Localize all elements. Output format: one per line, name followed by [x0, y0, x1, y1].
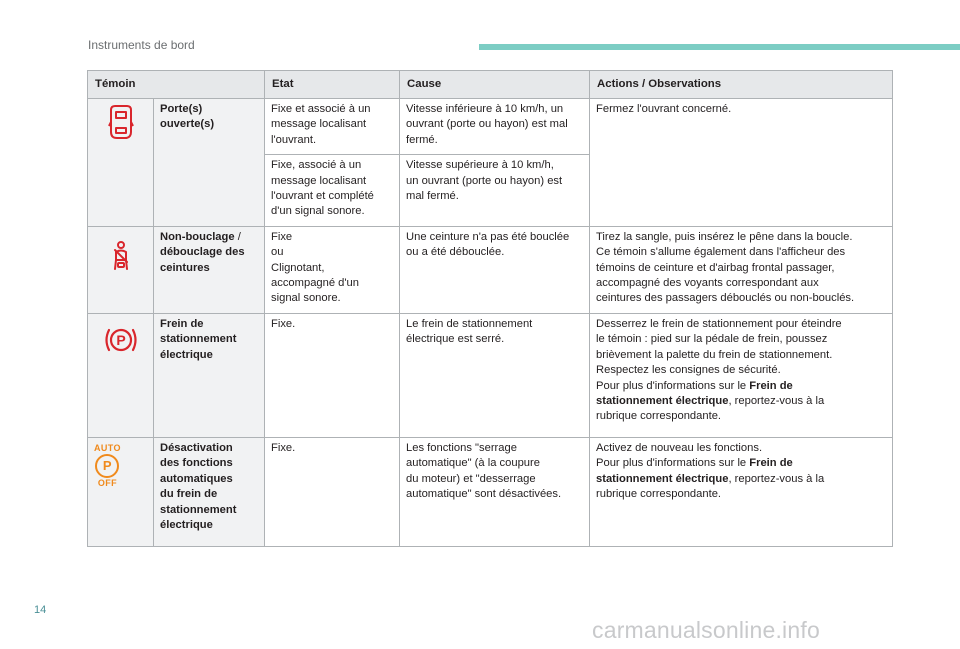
column-header-actions: Actions / Observations	[590, 71, 893, 99]
label-doors: Porte(s) ouverte(s)	[154, 99, 265, 227]
cause-seatbelt: Une ceinture n'a pas été bouclée ou a été débouclée.	[400, 226, 590, 313]
state-seatbelt: Fixe ou Clignotant, accompagné d'un signal sonore.	[265, 226, 400, 313]
column-header-etat: Etat	[265, 71, 400, 99]
action-seatbelt: Tirez la sangle, puis insérez le pêne dans la boucle. Ce témoin s'allume également dans l'afficheur des témoins de ceinture et d'airbag frontal passager, accompagné des voyants correspondant aux ceintures des passagers débouclés ou non-bouclés.	[590, 226, 893, 313]
label-seatbelt: Non-bouclage / débouclage des ceintures	[154, 226, 265, 313]
cause-doors-low-speed: Vitesse inférieure à 10 km/h, un ouvrant (porte ou hayon) est mal fermé.	[400, 99, 590, 155]
table-row-parking-brake	[88, 313, 893, 437]
table-row-doors	[88, 99, 893, 155]
section-title: Instruments de bord	[88, 38, 195, 52]
icon-cell-seatbelt	[88, 226, 154, 313]
auto-icon-bottom: OFF	[97, 477, 118, 488]
door-open-icon	[108, 102, 134, 142]
seatbelt-icon	[110, 241, 132, 271]
header-accent-bar	[479, 44, 960, 50]
table-row-seatbelt	[88, 226, 893, 313]
column-header-temoin: Témoin	[88, 71, 265, 99]
icon-cell-parking-brake	[88, 313, 154, 437]
cause-doors-high-speed: Vitesse supérieure à 10 km/h, un ouvrant (porte ou hayon) est mal fermé.	[400, 155, 590, 227]
state-doors-high-speed: Fixe, associé à un message localisant l'ouvrant et complété d'un signal sonore.	[265, 155, 400, 227]
table-header-row	[88, 71, 893, 99]
warning-lights-table	[87, 70, 893, 547]
page-number: 14	[34, 604, 47, 616]
column-header-cause: Cause	[400, 71, 590, 99]
state-parking-brake: Fixe.	[265, 313, 400, 437]
action-auto-functions: Activez de nouveau les fonctions. Pour plus d'informations sur le Frein de stationnement électrique, reportez-vous à la rubrique correspondante.	[590, 437, 893, 546]
table-row-auto-functions	[88, 437, 893, 546]
label-auto-functions: Désactivation des fonctions automatiques du frein de stationnement électrique	[154, 437, 265, 546]
state-doors-low-speed: Fixe et associé à un message localisant l'ouvrant.	[265, 99, 400, 155]
watermark: carmanualsonline.info	[592, 617, 820, 643]
cause-parking-brake: Le frein de stationnement électrique est serré.	[400, 313, 590, 437]
auto-icon-top: AUTO	[94, 442, 121, 453]
cause-auto-functions: Les fonctions "serrage automatique" (à la coupure du moteur) et "desserrage automatique" sont désactivées.	[400, 437, 590, 546]
state-auto-functions: Fixe.	[265, 437, 400, 546]
parking-brake-icon	[102, 324, 140, 356]
parking-brake-icon-letter: P	[115, 331, 126, 348]
action-doors: Fermez l'ouvrant concerné.	[590, 99, 893, 227]
icon-cell-doors	[88, 99, 154, 227]
auto-icon-letter: P	[95, 454, 119, 478]
label-parking-brake: Frein de stationnement électrique	[154, 313, 265, 437]
icon-cell-auto-functions	[88, 437, 154, 546]
action-parking-brake: Desserrez le frein de stationnement pour éteindre le témoin : pied sur la pédale de frein, poussez brièvement la palette du frein de stationnement. Respectez les consignes de sécurité. Pour plus d'informations sur le Frein de stationnement électrique, reportez-vous à la rubrique correspondante.	[590, 313, 893, 437]
auto-parking-brake-off-icon	[94, 444, 121, 488]
